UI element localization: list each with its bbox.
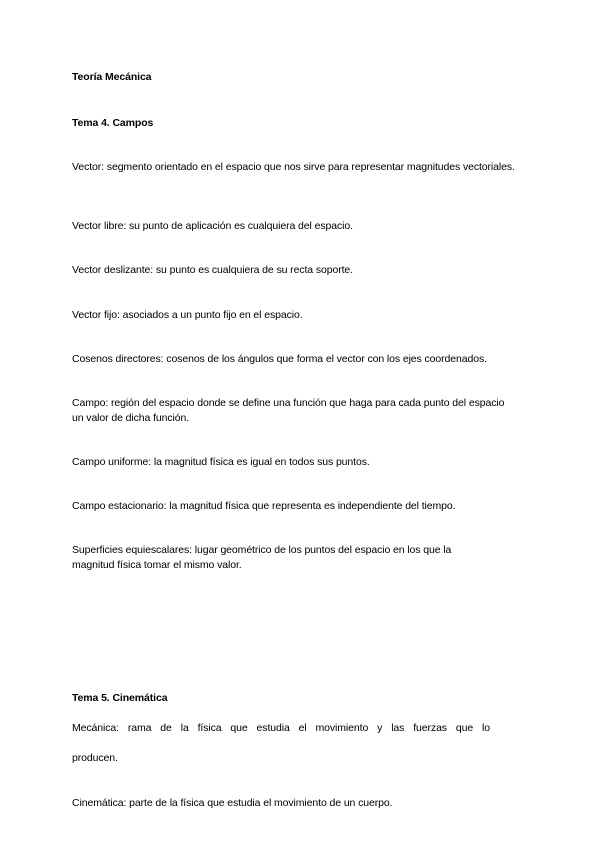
- definition-mecanica-line-1: Mecánica: rama de la física que estudia el movimiento y las fuerzas que lo: [72, 722, 490, 734]
- section-heading-tema-5: Tema 5. Cinemática: [72, 692, 168, 704]
- definition-cosenos-directores: Cosenos directores: cosenos de los ángulos que forma el vector con los ejes coordenados.: [72, 353, 487, 365]
- definition-mecanica-line-2: producen.: [72, 752, 118, 764]
- definition-superficies-equiescalares: Superficies equiescalares: lugar geométrico de los puntos del espacio en los que la magnitud física tomar el mismo valor.: [72, 544, 452, 571]
- document-title: Teoría Mecánica: [72, 71, 152, 83]
- definition-vector-fijo: Vector fijo: asociados a un punto fijo en el espacio.: [72, 309, 303, 321]
- definition-vector-libre: Vector libre: su punto de aplicación es cualquiera del espacio.: [72, 220, 353, 232]
- definition-vector-deslizante: Vector deslizante: su punto es cualquiera de su recta soporte.: [72, 264, 353, 276]
- section-heading-tema-4: Tema 4. Campos: [72, 117, 154, 129]
- definition-campo-uniforme: Campo uniforme: la magnitud física es igual en todos sus puntos.: [72, 456, 370, 468]
- definition-campo: Campo: región del espacio donde se define una función que haga para cada punto del espacio un valor de dicha función.: [72, 397, 505, 424]
- definition-vector: Vector: segmento orientado en el espacio que nos sirve para representar magnitudes vectoriales.: [72, 161, 515, 173]
- definition-cinematica: Cinemática: parte de la física que estudia el movimiento de un cuerpo.: [72, 797, 393, 809]
- definition-campo-estacionario: Campo estacionario: la magnitud física que representa es independiente del tiempo.: [72, 500, 456, 512]
